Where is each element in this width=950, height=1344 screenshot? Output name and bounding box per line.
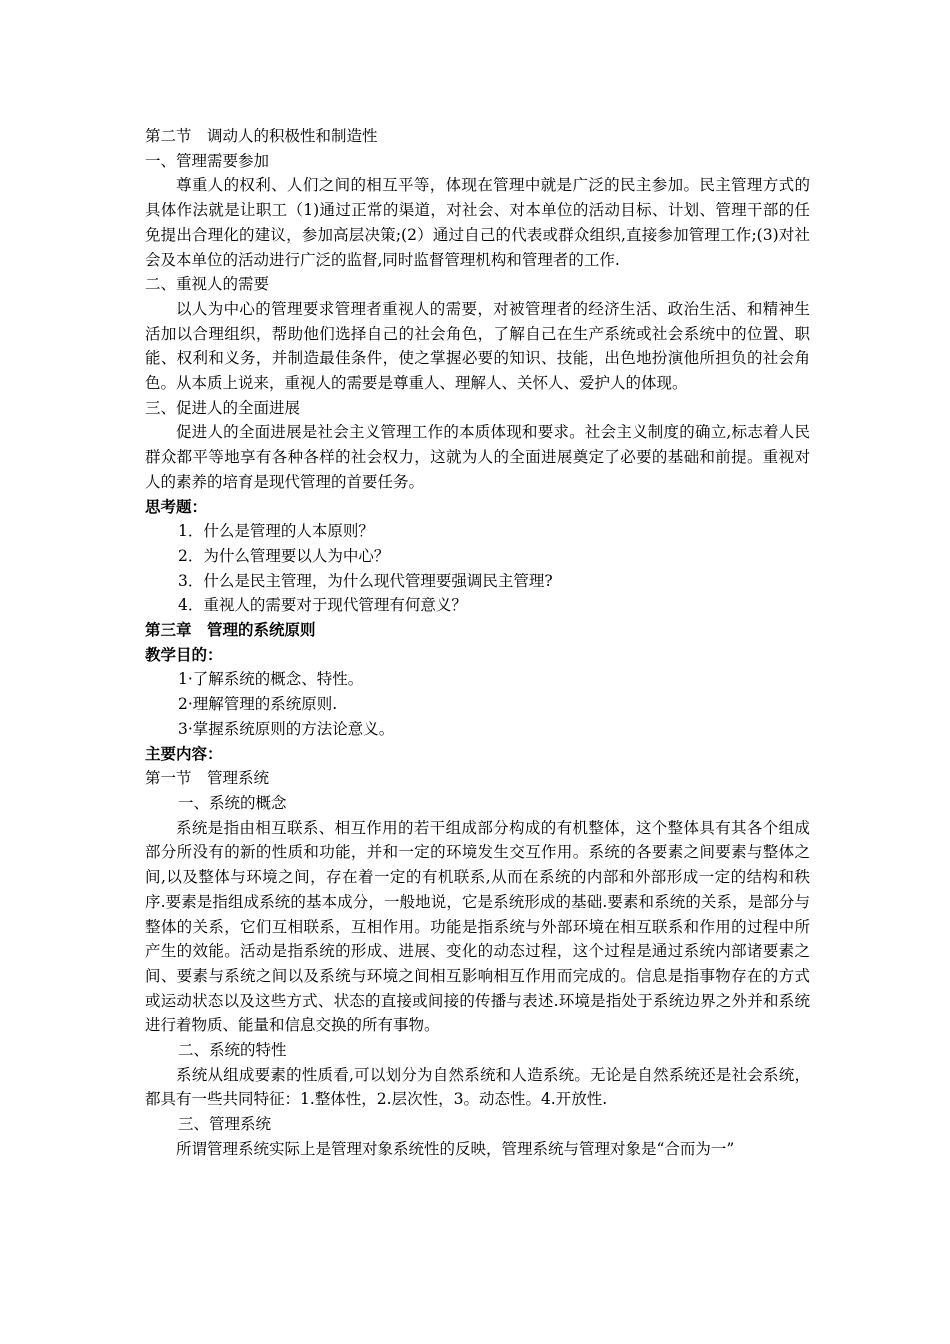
subheading-democratic-participation: 一、管理需要参加 — [145, 151, 270, 170]
subheading-system-concept: 一、系统的概念 — [178, 793, 287, 812]
section-title: 第二节 调动人的积极性和制造性 — [145, 127, 378, 145]
subheading-human-needs: 二、重视人的需要 — [145, 275, 270, 294]
objective-item: 2·理解管理的系统原则. — [178, 695, 338, 714]
questions-label: 思考题： — [145, 496, 208, 516]
paragraph-system-characteristics: 系统从组成要素的性质看,可以划分为自然系统和人造系统。无论是自然系统还是社会系统，都具有一些共同特征：1.整体性，2.层次性，3。动态性。4.开放性. — [145, 1065, 810, 1109]
chapter-title: 第三章 管理的系统原则 — [145, 620, 316, 640]
objectives-label: 教学目的： — [145, 644, 223, 664]
document-body — [145, 124, 810, 1162]
subheading-management-system: 三、管理系统 — [178, 1115, 272, 1134]
objective-item: 1·了解系统的概念、特性。 — [178, 670, 364, 689]
subheading-human-development: 三、促进人的全面进展 — [145, 398, 301, 417]
paragraph-human-development: 促进人的全面进展是社会主义管理工作的本质体现和要求。社会主义制度的确立,标志着人民群众都平等地享有各种各样的社会权力，这就为人的全面进展奠定了必要的基础和前提。重视对人的素养的培育是现代管理的首要任务。 — [145, 423, 810, 491]
question-item: 2．为什么管理要以人为中心？ — [178, 546, 390, 565]
paragraph-management-system: 所谓管理系统实际上是管理对象系统性的反映，管理系统与管理对象是“合而为一” — [176, 1139, 735, 1158]
question-item: 4．重视人的需要对于现代管理有何意义？ — [178, 596, 467, 615]
paragraph-human-needs: 以人为中心的管理要求管理者重视人的需要，对被管理者的经济生活、政治生活、和精神生活加以合理组织，帮助他们选择自己的社会角色，了解自己在生产系统或社会系统中的位置、职能、权利和义务，并制造最佳条件，使之掌握必要的知识、技能，出色地扮演他所担负的社会角色。从本质上说来，重视人的需要是尊重人、理解人、关怀人、爱护人的体现。 — [145, 299, 810, 393]
main-content-label: 主要内容： — [145, 743, 223, 763]
question-item: 3．什么是民主管理，为什么现代管理要强调民主管理? — [178, 571, 553, 590]
objective-item: 3·掌握系统原则的方法论意义。 — [178, 719, 395, 738]
paragraph-system-concept: 系统是指由相互联系、相互作用的若干组成部分构成的有机整体，这个整体具有其各个组成部分所没有的新的性质和功能，并和一定的环境发生交互作用。系统的各要素之间要素与整体之间,以及整体与环境之间，存在着一定的有机联系,从而在系统的内部和外部形成一定的结构和秩序.要素是指组成系统的基本成分，一般地说，它是系统形成的基础.要素和系统的关系，是部分与整体的关系，它们互相联系，互相作用。功能是指系统与外部环境在相互联系和作用的过程中所产生的效能。活动是指系统的形成、进展、变化的动态过程，这个过程是通过系统内部诸要素之间、要素与系统之间以及系统与环境之间相互影响相互作用而完成的。信息是指事物存在的方式或运动状态以及这些方式、状态的直接或间接的传播与表述.环境是指处于系统边界之外并和系统进行着物质、能量和信息交换的所有事物。 — [145, 818, 810, 1035]
paragraph-democratic-participation: 尊重人的权利、人们之间的相互平等，体现在管理中就是广泛的民主参加。民主管理方式的具体作法就是让职工（1)通过正常的渠道，对社会、对本单位的活动目标、计划、管理干部的任免提出合理化的建议，参加高层决策;(2）通过自己的代表或群众组织,直接参加管理工作;(3)对社会及本单位的活动进行广泛的监督,同时监督管理机构和管理者的工作. — [145, 176, 810, 269]
section-title: 第一节 管理系统 — [145, 769, 270, 788]
subheading-system-characteristics: 二、系统的特性 — [178, 1041, 287, 1060]
question-item: 1．什么是管理的人本原则？ — [178, 522, 374, 541]
